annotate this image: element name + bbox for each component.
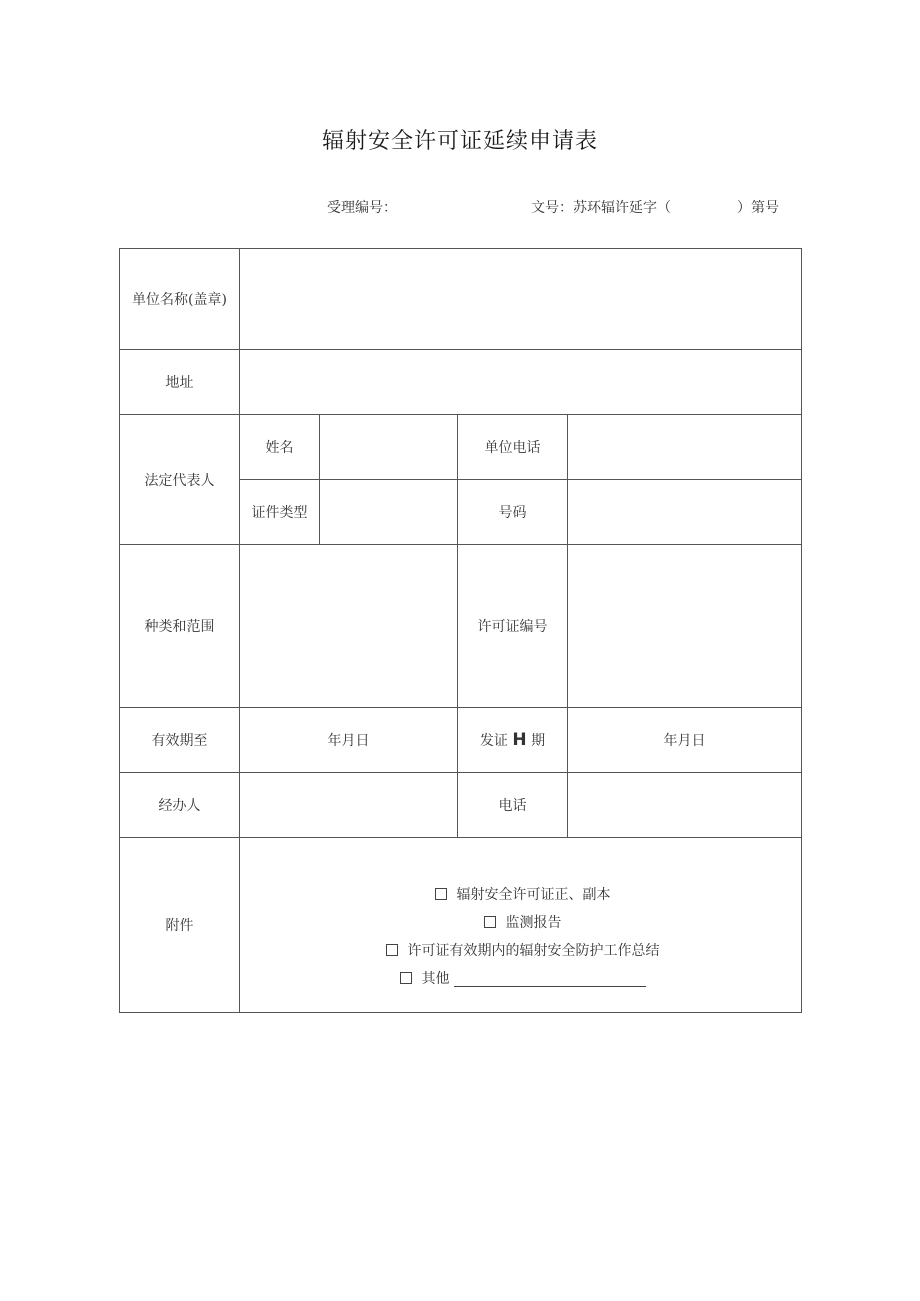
unit-phone-label: 单位电话 [458,415,568,480]
issue-date-value[interactable]: 年月日 [568,708,802,773]
attachment-item-label: 监测报告 [505,915,562,931]
attachment-label: 附件 [120,838,240,1013]
checkbox-summary[interactable] [386,944,398,956]
application-form-table [119,248,802,1013]
attachment-item-license[interactable] [244,885,801,913]
id-number-label: 号码 [458,480,568,545]
legal-representative-label: 法定代表人 [120,415,240,545]
unit-name-input[interactable] [240,249,802,350]
other-blank-line[interactable] [454,972,646,987]
scope-input[interactable] [240,545,458,708]
address-input[interactable] [240,350,802,415]
document-number-field [531,197,779,217]
license-number-input[interactable] [568,545,802,708]
id-type-label: 证件类型 [240,480,320,545]
scope-label: 种类和范围 [120,545,240,708]
document-number-prefix: 苏环辐许延字（ [573,200,671,216]
attachment-item-label: 许可证有效期内的辐射安全防护工作总结 [407,943,660,959]
handler-label: 经办人 [120,773,240,838]
attachment-list-cell [240,838,802,1013]
unit-name-label: 单位名称(盖章) [120,249,240,350]
attachment-item-summary[interactable] [244,941,801,969]
issue-date-label-b: 期 [531,733,546,749]
document-number-suffix: ）第号 [737,200,779,216]
accept-number-label: 受理编号： [327,200,397,216]
issue-date-label [458,708,568,773]
handler-input[interactable] [240,773,458,838]
attachment-item-label: 其他 [421,971,450,987]
issue-date-label-h: H [512,730,527,750]
checkbox-monitoring[interactable] [484,916,496,928]
issue-date-label-a: 发证 [479,733,508,749]
attachment-item-other[interactable] [244,969,801,997]
checkbox-other[interactable] [400,972,412,984]
document-number-label: 文号： [531,200,573,216]
valid-until-label: 有效期至 [120,708,240,773]
id-number-input[interactable] [568,480,802,545]
valid-until-date[interactable]: 年月日 [240,708,458,773]
checkbox-license[interactable] [435,888,447,900]
attachment-list [244,885,801,997]
attachment-item-label: 辐射安全许可证正、副本 [456,887,611,903]
accept-number-field [327,197,397,217]
name-label: 姓名 [240,415,320,480]
id-type-input[interactable] [320,480,458,545]
page-title: 辐射安全许可证延续申请表 [321,129,598,154]
license-number-label: 许可证编号 [458,545,568,708]
phone-label: 电话 [458,773,568,838]
unit-phone-input[interactable] [568,415,802,480]
phone-input[interactable] [568,773,802,838]
address-label: 地址 [120,350,240,415]
attachment-item-monitoring[interactable] [244,913,801,941]
name-input[interactable] [320,415,458,480]
